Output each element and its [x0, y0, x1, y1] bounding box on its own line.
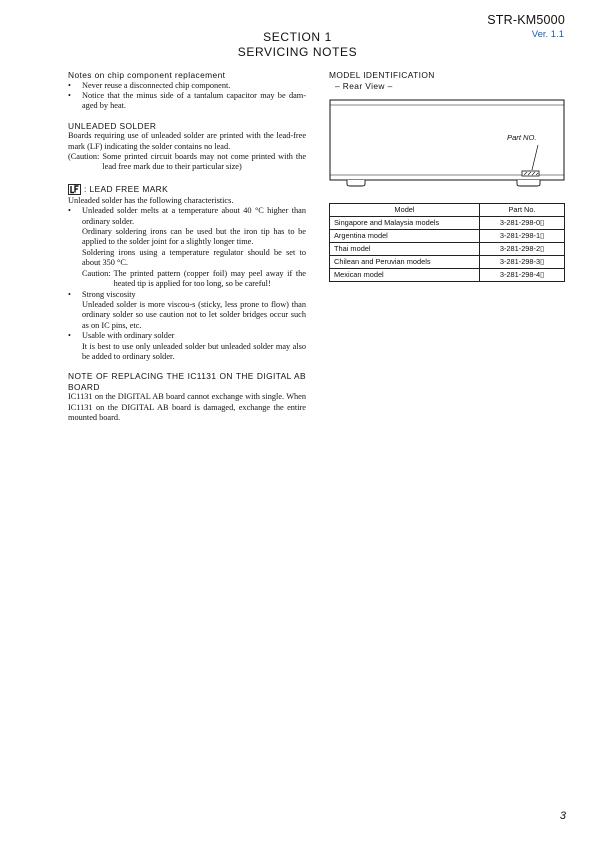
column-header-part-no: Part No. — [480, 204, 565, 217]
model-number: STR-KM5000 — [487, 13, 565, 27]
table-row: Argentina model 3-281-298-1▯ — [330, 230, 565, 243]
unleaded-caution — [68, 152, 306, 173]
unleaded-heading: UNLEADED SOLDER — [68, 120, 157, 131]
caution-text: Some printed circuit boards may not come printed with the lead free mark due to their particular size) — [102, 152, 306, 172]
model-id-heading: MODEL IDENTIFICATION — [329, 70, 435, 80]
page-number: 3 — [559, 810, 566, 822]
lead-free-mark-icon — [68, 184, 81, 195]
bullet: • — [68, 90, 71, 100]
page-title: SERVICING NOTES — [237, 45, 358, 59]
table-row: Thai model 3-281-298-2▯ — [330, 243, 565, 256]
list-item: • Usable with ordinary solder It is best to use only unleaded solder but unleaded solder may also be added to ordinary solder. — [68, 331, 306, 361]
bullet: • — [68, 331, 71, 341]
rear-view-illustration — [329, 96, 565, 190]
section-heading — [0, 30, 595, 60]
table-row: Mexican model 3-281-298-4▯ — [330, 269, 565, 282]
unleaded-paragraph: Boards requiring use of unleaded solder are printed with the lead-free mark (LF) indicating the solder contains no lead. — [68, 131, 306, 151]
column-header-model: Model — [330, 204, 480, 217]
caution-label: (Caution: — [68, 152, 100, 162]
list-item: • Unleaded solder melts at a temperature about 40 °C higher than ordinary solder. Ordinary soldering irons can be used but the iron tip has to be applied to the solder joint for a slightly longer time. Soldering irons using a temperature regulator should be set to about 350 °C. Caution: The printed pattern (copper foil) may peel away if the heated tip is applied for too long, so be careful! — [68, 206, 306, 289]
bullet: • — [68, 289, 71, 299]
list-item: • Strong viscosity Unleaded solder is more viscou-s (sticky, less prone to flow) than ordinary solder so use caution not to let solder bridges occur such as on IC pins, etc. — [68, 289, 306, 330]
bullet: • — [68, 206, 71, 216]
list-item: • Never reuse a disconnected chip component. — [68, 80, 231, 90]
list-item: • Notice that the minus side of a tantalum capacitor may be dam-aged by heat. — [68, 90, 306, 111]
lead-free-heading-row — [68, 183, 306, 196]
solder-caution: Caution: The printed pattern (copper foil) may peel away if the heated tip is applied for too long, so be careful! — [82, 268, 306, 289]
version-label: Ver. 1.1 — [531, 29, 564, 40]
table-header-row — [330, 204, 565, 217]
lead-free-heading: : LEAD FREE MARK — [84, 184, 169, 195]
table-row: Singapore and Malaysia models 3-281-298-0▯ — [330, 217, 565, 230]
table-row: Chilean and Peruvian models 3-281-298-3▯ — [330, 256, 565, 269]
right-column — [329, 70, 565, 282]
part-number-callout: Part NO. — [507, 133, 537, 142]
bullet: • — [68, 80, 71, 90]
ic1131-heading: NOTE OF REPLACING THE IC1131 ON THE DIGITAL AB BOARD — [68, 371, 306, 392]
model-table — [329, 203, 565, 282]
lead-free-list — [68, 206, 306, 362]
chip-heading: Notes on chip component replacement — [68, 70, 226, 80]
unit-rear-drawing — [329, 96, 565, 190]
chip-list — [68, 81, 306, 112]
section-number: SECTION 1 — [263, 30, 332, 44]
ic1131-paragraph: IC1131 on the DIGITAL AB board cannot exchange with single. When IC1131 on the DIGITAL AB board is damaged, exchange the entire mounted board. — [68, 392, 306, 423]
rear-view-label: – Rear View – — [335, 80, 393, 91]
left-column — [68, 70, 306, 424]
lead-free-intro: Unleaded solder has the following characteristics. — [68, 195, 234, 205]
